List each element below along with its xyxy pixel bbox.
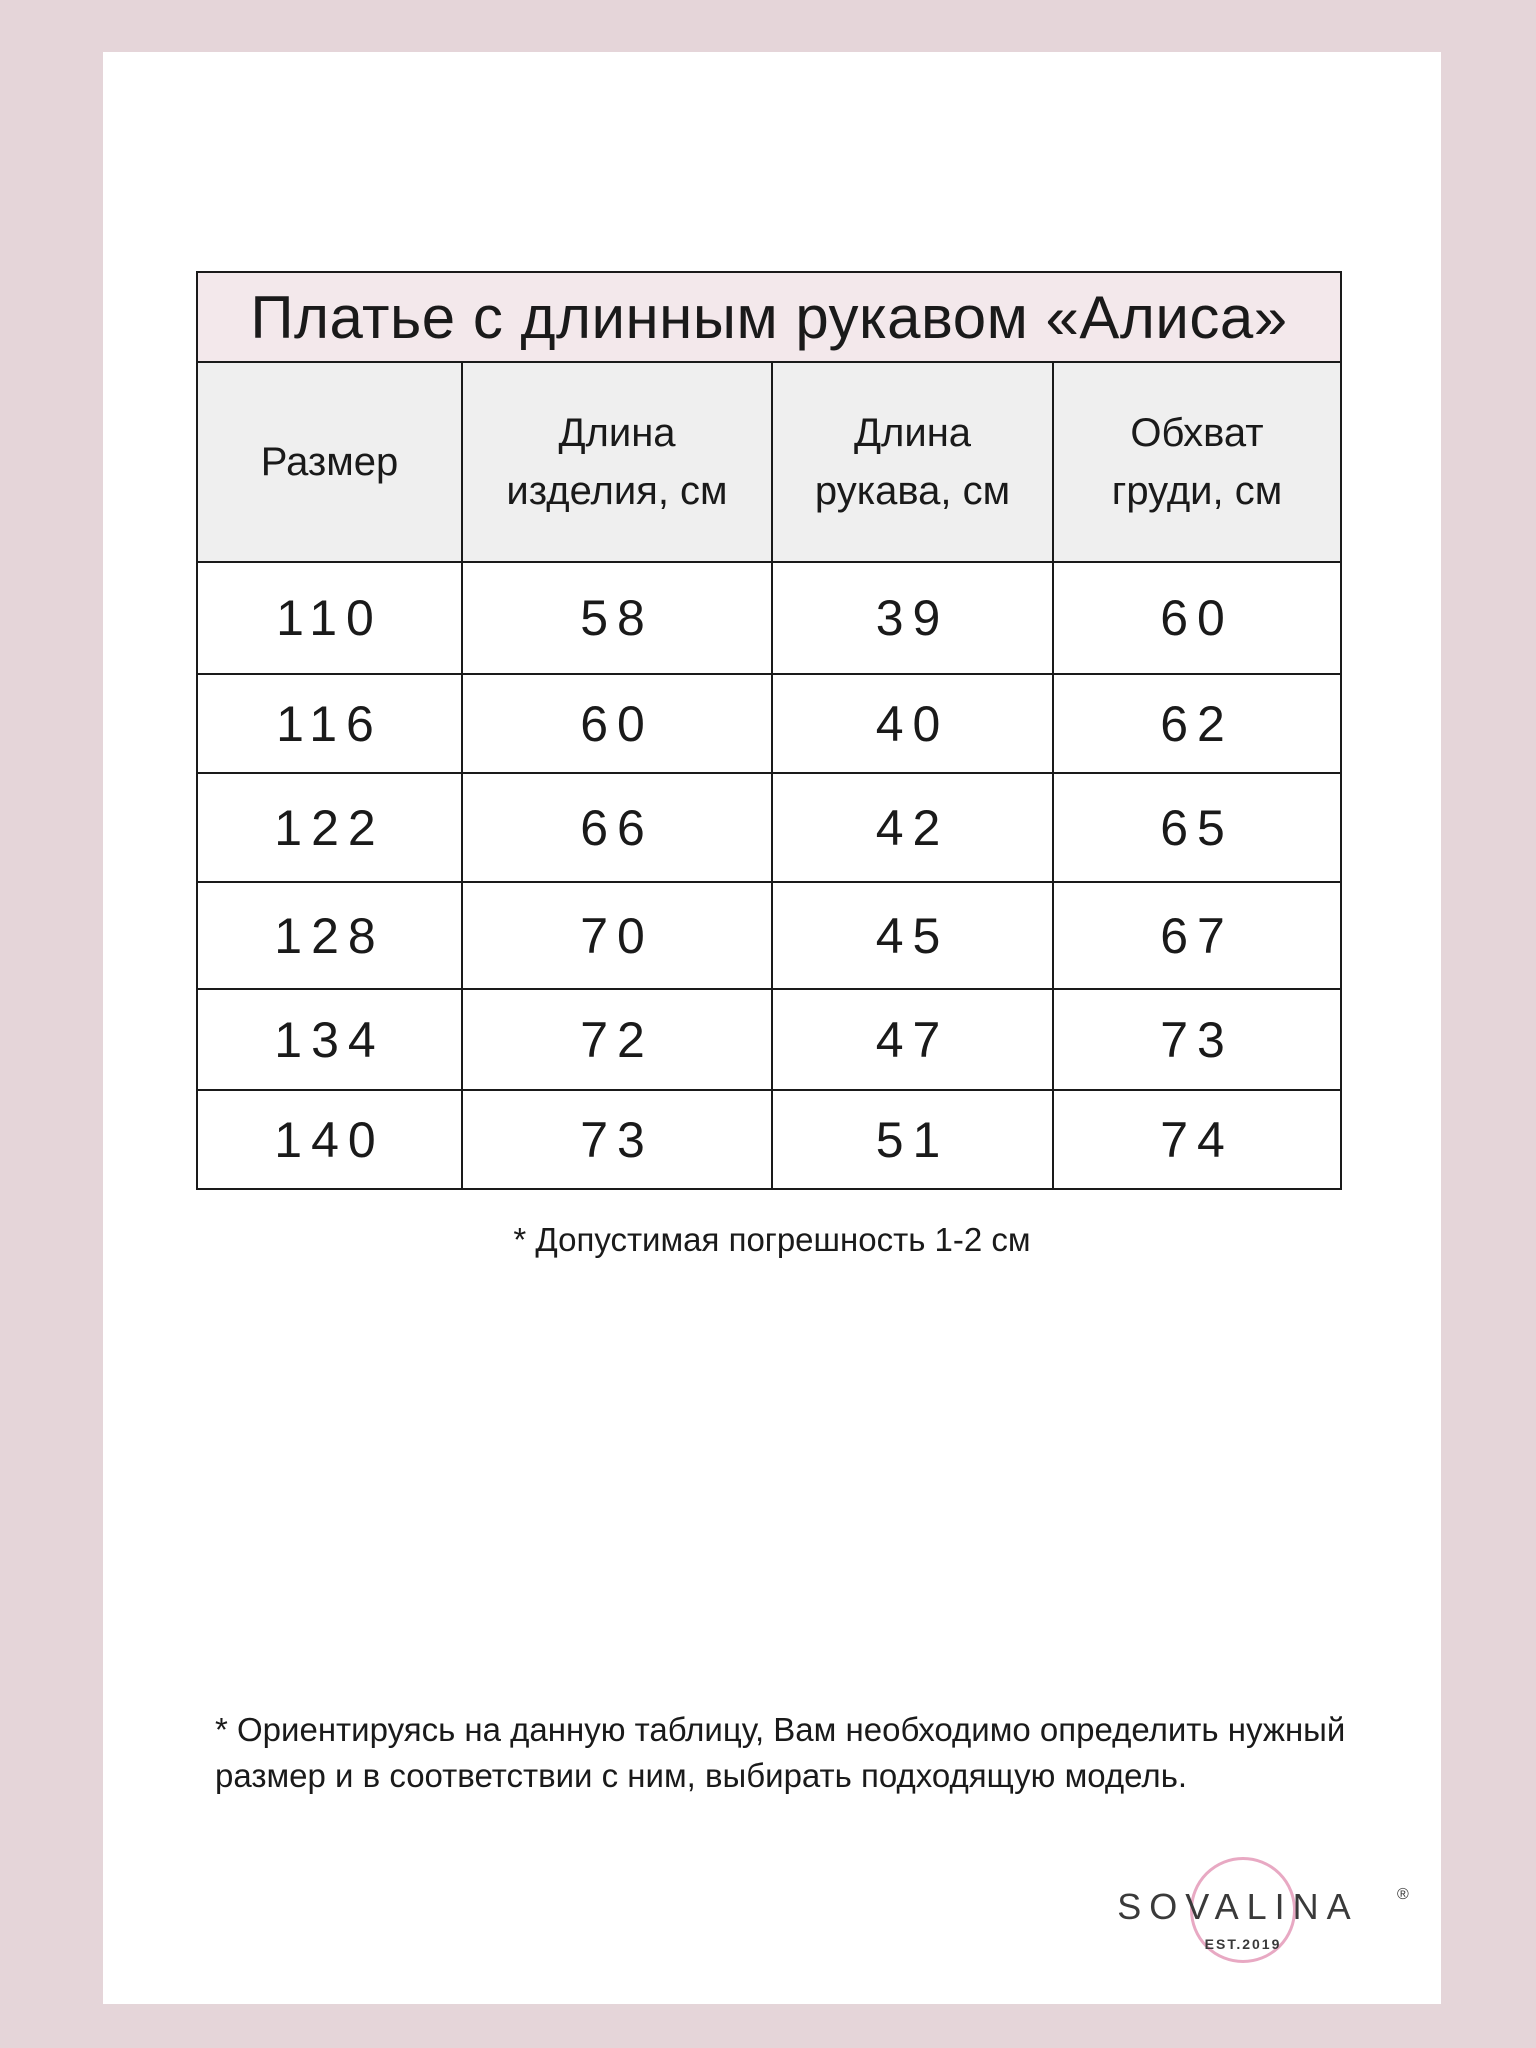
table-row bbox=[197, 989, 1341, 1090]
cell-garment-length: 73 bbox=[462, 1090, 772, 1189]
brand-established: EST.2019 bbox=[1204, 1936, 1282, 1952]
size-table bbox=[196, 271, 1342, 1190]
cell-garment-length: 58 bbox=[462, 562, 772, 674]
table-row bbox=[197, 674, 1341, 773]
tolerance-note: * Допустимая погрешность 1-2 см bbox=[513, 1221, 1031, 1258]
brand-name: SOVALINA bbox=[1117, 1886, 1359, 1927]
table-row bbox=[197, 773, 1341, 882]
cell-size: 140 bbox=[197, 1090, 462, 1189]
cell-chest-girth: 73 bbox=[1053, 989, 1341, 1090]
cell-garment-length: 70 bbox=[462, 882, 772, 989]
cell-size: 134 bbox=[197, 989, 462, 1090]
header-row bbox=[197, 362, 1341, 562]
cell-sleeve-length: 45 bbox=[772, 882, 1053, 989]
header-chest-girth-line1: Обхват bbox=[1130, 411, 1264, 455]
table-row bbox=[197, 882, 1341, 989]
header-size-label: Размер bbox=[260, 440, 399, 484]
cell-garment-length: 72 bbox=[462, 989, 772, 1090]
header-chest-girth bbox=[1053, 362, 1341, 562]
title-row bbox=[197, 272, 1341, 362]
cell-sleeve-length: 39 bbox=[772, 562, 1053, 674]
cell-chest-girth: 60 bbox=[1053, 562, 1341, 674]
header-sleeve-length-line2: рукава, см bbox=[814, 469, 1011, 513]
cell-sleeve-length: 40 bbox=[772, 674, 1053, 773]
cell-sleeve-length: 47 bbox=[772, 989, 1053, 1090]
table-row bbox=[197, 562, 1341, 674]
header-garment-length bbox=[462, 362, 772, 562]
cell-sleeve-length: 51 bbox=[772, 1090, 1053, 1189]
header-sleeve-length-line1: Длина bbox=[853, 411, 972, 455]
cell-chest-girth: 62 bbox=[1053, 674, 1341, 773]
cell-size: 116 bbox=[197, 674, 462, 773]
cell-size: 122 bbox=[197, 773, 462, 882]
cell-garment-length: 60 bbox=[462, 674, 772, 773]
cell-chest-girth: 74 bbox=[1053, 1090, 1341, 1189]
table-row bbox=[197, 1090, 1341, 1189]
cell-garment-length: 66 bbox=[462, 773, 772, 882]
cell-size: 110 bbox=[197, 562, 462, 674]
registered-mark: ® bbox=[1397, 1886, 1409, 1903]
guide-note: * Ориентируясь на данную таблицу, Вам необходимо определить нужный размер и в соответствии с ним, выбирать подходящую модель. bbox=[215, 1711, 1346, 1794]
cell-chest-girth: 65 bbox=[1053, 773, 1341, 882]
cell-sleeve-length: 42 bbox=[772, 773, 1053, 882]
header-sleeve-length bbox=[772, 362, 1053, 562]
header-size bbox=[197, 362, 462, 562]
size-chart-sheet bbox=[103, 52, 1441, 2004]
header-chest-girth-line2: груди, см bbox=[1111, 469, 1283, 513]
brand-logo bbox=[1083, 1852, 1423, 1972]
cell-chest-girth: 67 bbox=[1053, 882, 1341, 989]
cell-size: 128 bbox=[197, 882, 462, 989]
table-title: Платье с длинным рукавом «Алиса» bbox=[197, 272, 1341, 362]
header-garment-length-line1: Длина bbox=[558, 411, 676, 455]
header-garment-length-line2: изделия, см bbox=[506, 469, 728, 513]
